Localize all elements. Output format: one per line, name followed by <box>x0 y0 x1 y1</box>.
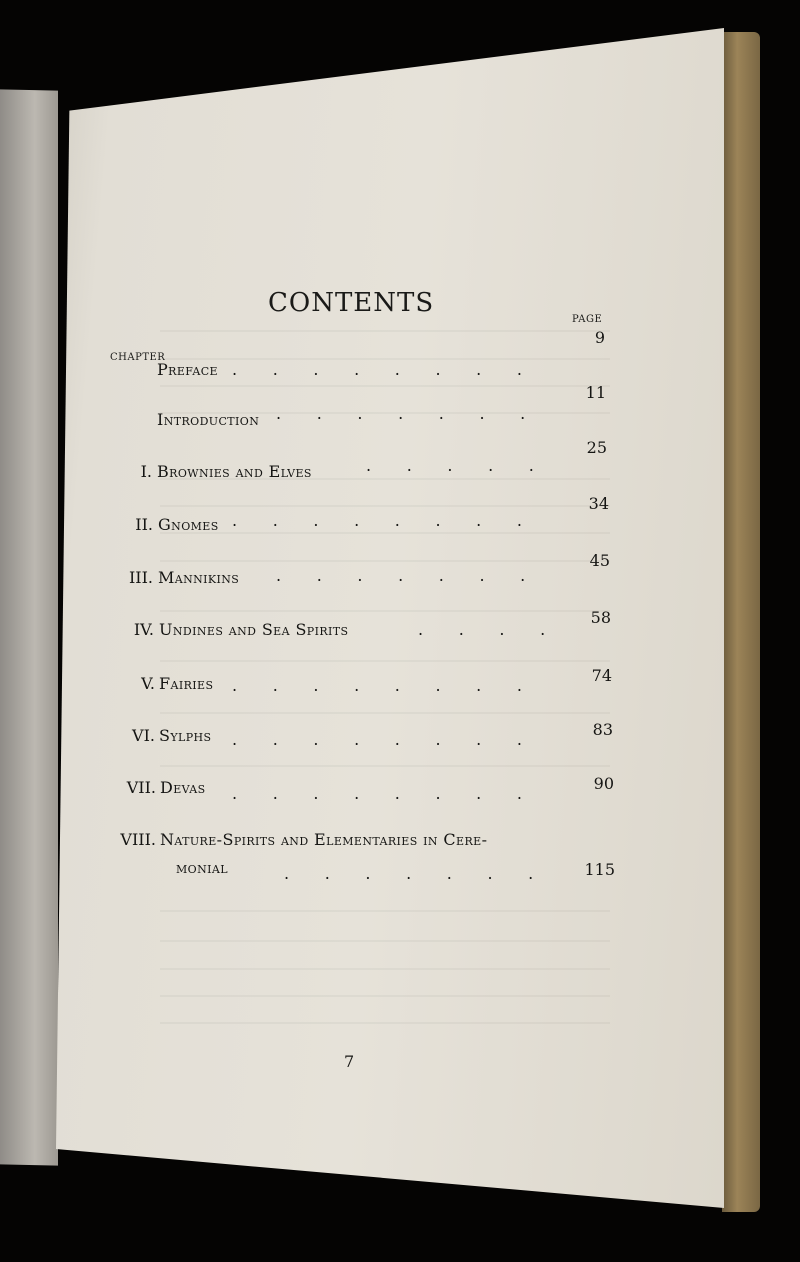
toc-entry-page: 90 <box>593 774 614 793</box>
leader-dots: . . . . . <box>366 456 534 475</box>
page-column-header: PAGE <box>572 314 603 325</box>
chapter-column-header: CHAPTER <box>110 352 166 363</box>
leader-dots: . . . . . . . . <box>232 730 522 749</box>
toc-entry-number: I. <box>140 462 152 481</box>
toc-entry <box>0 774 800 803</box>
toc-entry-label: Sylphs <box>159 726 212 745</box>
toc-entry <box>0 383 800 434</box>
toc-entry <box>0 551 800 592</box>
contents-title: CONTENTS <box>268 288 435 318</box>
leader-dots: . . . . . . . . <box>232 676 522 695</box>
toc-entry-number: VIII. <box>120 830 156 849</box>
toc-entry-page: 74 <box>591 666 612 685</box>
toc-entry <box>0 494 800 539</box>
toc-entry <box>0 438 800 486</box>
toc-entry-label: Devas <box>160 778 206 797</box>
toc-entry-number: V. <box>141 674 155 693</box>
toc-entry-page: 34 <box>588 494 609 513</box>
toc-entry-page: 9 <box>594 328 605 347</box>
toc-entry-page: 83 <box>592 720 613 739</box>
toc-entry-label: Gnomes <box>158 515 219 534</box>
leader-dots: . . . . . . . . <box>232 784 522 803</box>
toc-entry-number: VI. <box>132 726 155 745</box>
toc-entry-number: IV. <box>133 620 154 639</box>
toc-entry-label: Undines and Sea Spirits <box>159 620 349 639</box>
leader-dots: . . . . . . . . <box>232 511 522 530</box>
book-page <box>56 28 724 1208</box>
toc-entry-number: VII. <box>126 778 156 797</box>
toc-entry-label: Nature-Spirits and Elementaries in Cere- <box>160 830 488 849</box>
toc-entry <box>0 666 800 698</box>
toc-entry-number: III. <box>128 568 153 587</box>
leader-dots: . . . . . . . <box>284 864 534 883</box>
toc-entry-page: 25 <box>586 438 607 457</box>
toc-entry <box>0 720 800 750</box>
toc-entry-number: II. <box>135 515 153 534</box>
toc-entry <box>0 830 800 886</box>
toc-entry-page: 115 <box>584 860 615 879</box>
toc-entry-label: Mannikins <box>158 568 240 587</box>
toc-entry-label: Introduction <box>157 410 260 429</box>
toc-entry-label: Preface <box>157 360 218 379</box>
page-number: 7 <box>344 1052 355 1071</box>
toc-entry-label: Brownies and Elves <box>157 462 312 481</box>
toc-entry-page: 45 <box>589 551 610 570</box>
leader-dots: . . . . . . . <box>276 566 526 585</box>
toc-entry-label-continuation: monial <box>176 858 228 877</box>
toc-entry-page: 58 <box>590 608 611 627</box>
leader-dots: . . . . . . . <box>276 404 526 423</box>
leader-dots: . . . . <box>418 620 546 639</box>
toc-entry <box>0 608 800 644</box>
toc-entry-label: Fairies <box>159 674 214 693</box>
leader-dots: . . . . . . . . <box>232 360 522 379</box>
toc-entry-page: 11 <box>585 383 606 402</box>
